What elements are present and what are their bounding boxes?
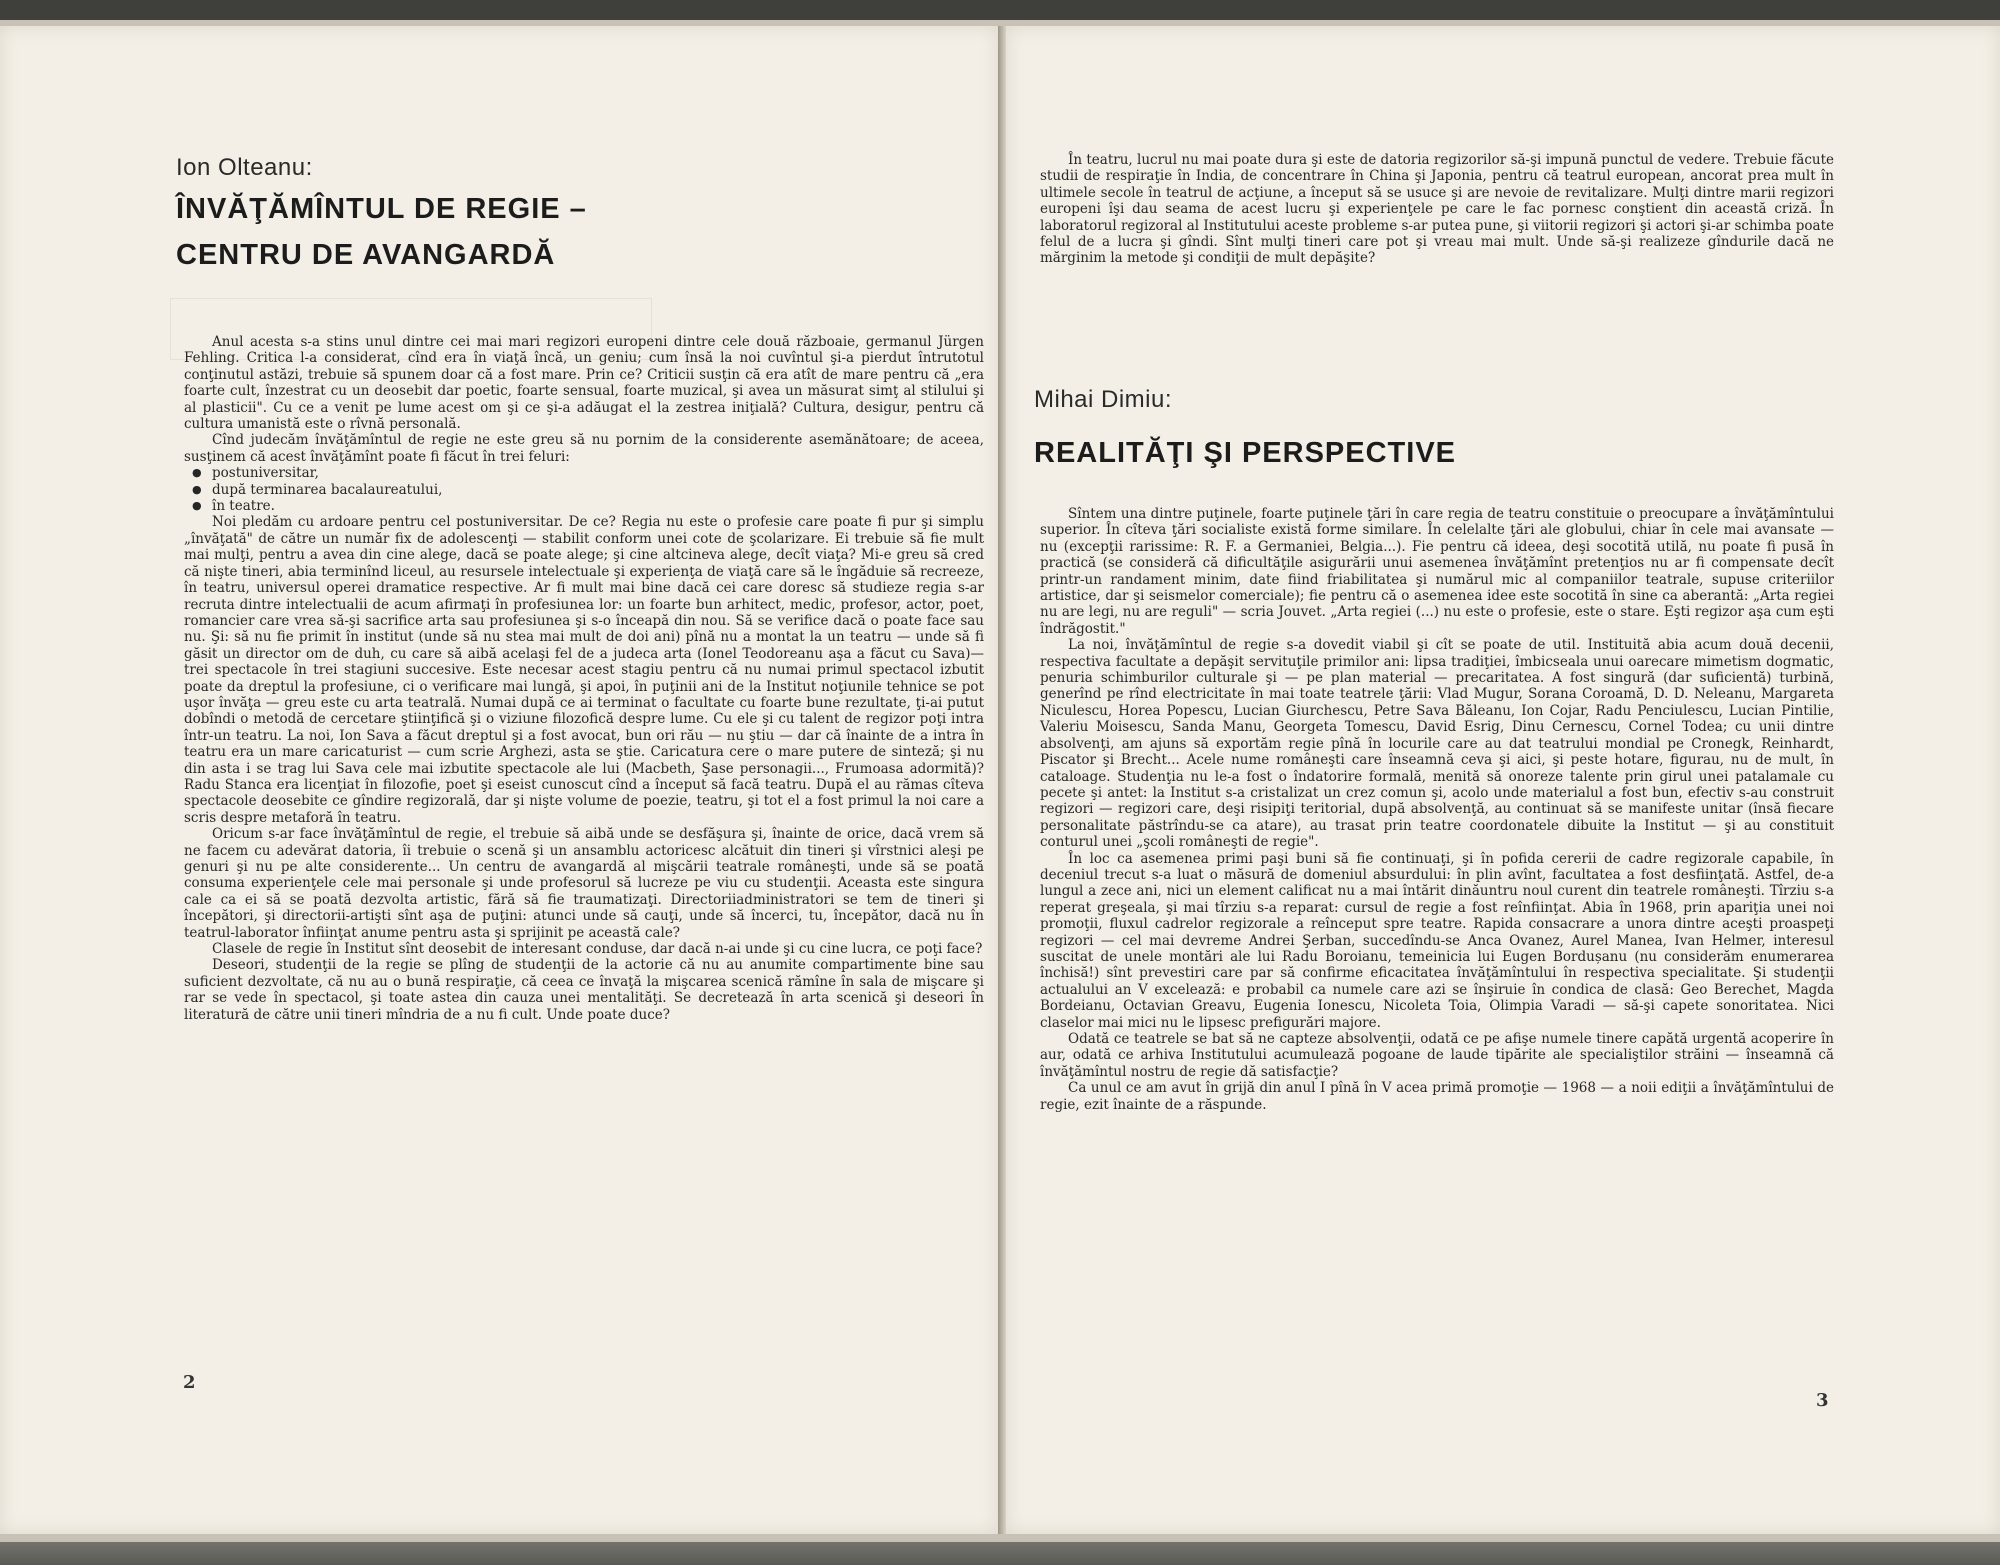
paragraph: Anul acesta s-a stins unul dintre cei mai mari regizori europeni dintre cele două războaie, germanul Jürgen Fehling. Critica l-a considerat, cînd era în viaţă încă, un geniu; cum însă la noi cuvîntul şi-a pierdut întrutotul conţinutul astăzi, trebuie să spunem doar că a fost mare. Prin ce? Criticii susţin că era atît de mare pentru că „era foarte cult, înzestrat cu un deosebit dar poetic, foarte sensual, foarte muzical, şi avea un măsurat simţ al stilului şi al plasticii". Cu ce a venit pe lume acest om şi ce şi-a adăugat el la zestrea iniţială? Cultura, desigur, pentru că cultura umanistă este o rîvnă personală.: [184, 334, 984, 433]
paragraph: Sîntem una dintre puţinele, foarte puţinele ţări în care regia de teatru constituie o preocupare a învăţămîntului superior. În cîteva ţări socialiste există forme similare. În celelalte ţări ale globului, chiar în cele mai avansate — nu (excepţii rarissime: R. F. a Germaniei, Belgia...). Fie pentru că ideea, deşi socotită utilă, nu poate fi pusă în practică (se consideră că dificultăţile asigurării unui asemenea învăţămînt pretenţios nu ar fi compensate decît printr-un randament minim, date fiind friabilitatea şi numărul mic al companiilor teatrale, supuse criteriilor artistice, dar şi seismelor comerciale); fie pentru că o asemenea idee este socotită în sine ca aberantă: „Arta regiei nu are legi, nu are reguli" — scria Jouvet. „Arta regiei (...) nu este o profesie, este o stare. Eşti regizor aşa cum eşti îndrăgostit.": [1040, 506, 1834, 637]
right-article-author: Mihai Dimiu:: [1034, 386, 1173, 413]
page-number-right: 3: [1816, 1390, 1829, 1411]
list-item: ● postuniversitar,: [184, 465, 984, 481]
page-number-left: 2: [183, 1372, 196, 1393]
paragraph: În loc ca asemenea primi paşi buni să fie continuaţi, şi în pofida cererii de cadre regizorale capabile, în deceniul trecut s-a luat o măsură de domeniul absurdului: în plin avînt, facultatea a fost desfiinţată. Astfel, de-a lungul a zece ani, nici un element calificat nu a mai întărit dinăuntru noul curent din teatrele româneşti. Tîrziu s-a reperat greşeala, şi mai tîrziu s-a reparat: cursul de regie a fost reînfiinţat. Abia în 1968, prin apariţia unei noi promoţii, fluxul cadrelor regizorale a reînceput spre teatre. Rapida consacrare a unora dintre aceşti proaspeţi regizori — cel mai devreme Andrei Şerban, succedîndu-se Anca Ovanez, Aurel Manea, Ivan Helmer, interesul suscitat de unele montări ale lui Radu Boroianu, temeinicia lui Eugen Bordușanu (nu considerăm enumerarea închisă!) sînt prevestiri care par să confirme eficacitatea învăţămîntului în respectiva specialitate. Şi studenţii actualului an V excelează: e probabil ca numele care azi se înşiruie în condica de clasă: Geo Berechet, Magda Bordeianu, Octavian Greavu, Eugenia Ionescu, Nicoleta Toia, Olimpia Varadi — să-şi capete sonoritatea. Nici claselor mai mici nu le lipsesc prefigurări majore.: [1040, 850, 1834, 1031]
paragraph: În teatru, lucrul nu mai poate dura şi este de datoria regizorilor să-şi impună punctul de vedere. Trebuie făcute studii de respiraţie în India, de concentrare în China şi Japonia, pentru că teatrul european, ancorat prea mult în ultimele secole în teatrul de acţiune, a început să se usuce şi are nevoie de revitalizare. Mulţi dintre marii regizori europeni îşi dau seama de acest lucru şi experienţele pe care le fac pornesc conştient din această criză. În laboratorul regizoral al Institutului aceste probleme s-ar putea pune, şi viitorii regizori şi actori şi-ar schimba poate felul de a lucra şi gîndi. Sînt mulţi tineri care pot şi vreau mai mult. Unde să-şi realizeze gîndurile dacă ne mărginim la metode şi condiţii de mult depăşite?: [1040, 152, 1834, 267]
bullet-list: [184, 465, 984, 514]
book-gutter: [998, 26, 1006, 1534]
right-page: [1006, 26, 2000, 1534]
left-article-body: [184, 334, 984, 1404]
paragraph: Clasele de regie în Institut sînt deosebit de interesant conduse, dar dacă n-ai unde şi cu cine lucra, ce poţi face?: [212, 941, 983, 958]
left-article-author: Ion Olteanu:: [176, 154, 313, 181]
left-article-title: [176, 186, 936, 278]
right-article-title: REALITĂŢI ŞI PERSPECTIVE: [1034, 437, 1456, 469]
left-title-line-2: CENTRU DE AVANGARDĂ: [176, 239, 556, 271]
right-article-body: [1040, 506, 1834, 1406]
left-title-line-1: ÎNVĂŢĂMÎNTUL DE REGIE –: [176, 193, 587, 225]
left-page: [0, 26, 999, 1534]
paragraph: Cînd judecăm învăţămîntul de regie ne este greu să nu pornim de la considerente asemănătoare; de aceea, susţinem că acest învăţămînt poate fi făcut în trei feluri:: [184, 432, 984, 465]
paragraph: Odată ce teatrele se bat să ne capteze absolvenţii, odată ce pe afişe numele tinere capătă urgentă acoperire în aur, odată ce arhiva Institutului acumulează pogoane de laude tipărite ale specialiştilor străini — înseamnă că învăţămîntul nostru de regie dă satisfacţie?: [1040, 1031, 1834, 1080]
right-article-intro: [1040, 152, 1834, 267]
paragraph: Oricum s-ar face învăţămîntul de regie, el trebuie să aibă unde se desfăşura şi, înainte de orice, dacă vrem să ne facem cu adevărat datoria, îi trebuie o scenă şi un ansamblu actoricesc alcătuit din tineri şi vîrstnici aleşi pe genuri şi nu pe alte considerente... Un centru de avangardă al mişcării teatrale româneşti, unde să se poată consuma experienţele cele mai personale şi unde profesorul să lucreze pe viu cu studenţii. Aceasta este singura cale ca ei să se poată dezvolta artistic, fără să fie traumatizaţi. Directoriiadministratori se tem de tineri şi începători, şi directorii-artişti sînt aşa de puţini: atunci unde să cauţi, unde să încerci, tu, începător, dacă nu în teatrul-laborator înfiinţat anume pentru asta şi sprijinit pe această cale?: [184, 826, 984, 941]
paragraph: Deseori, studenţii de la regie se plîng de studenţii de la actorie că nu au anumite compartimente bine sau suficient dezvoltate, că nu au o bună respiraţie, că ceea ce învaţă la mişcarea scenică rămîne în sala de mişcare şi rar se vede în spectacol, şi toate astea din cauza unei mentalităţi. Se decretează în arta scenică şi deseori în literatură de către unii tineri mîndria de a nu fi cult. Unde poate duce?: [184, 957, 984, 1023]
paragraph: Noi pledăm cu ardoare pentru cel postuniversitar. De ce? Regia nu este o profesie care poate fi pur şi simplu „învăţată" de către un număr fix de adolescenţi — stabilit conform unei cote de şcolarizare. Ei trebuie să fie mult mai mulţi, pentru a avea din cine alege, dacă se poate alege; şi cine altcineva alege, decît viaţa? Mi-e greu să cred că nişte tineri, abia terminînd liceul, au resursele intelectuale şi experienţa de viaţă care să le îngăduie să recreeze, în teatru, universul operei dramatice respective. Ar fi mult mai bine dacă cei care doresc să studieze regia s-ar recruta dintre intelectualii de acum afirmaţi în profesiunea lor: un foarte bun arhitect, medic, profesor, actor, poet, romancier care vrea să-şi sacrifice arta sau profesiunea şi s-o înceapă din nou. Să se verifice dacă o poate face sau nu. Şi: să nu fie primit în institut (unde să nu stea mai mult de doi ani) pînă nu a montat la un teatru — unde să fi găsit un director om de duh, cu care să aibă acelaşi fel de a judeca arta (Ionel Teodoreanu aşa a făcut cu Sava)— trei spectacole în trei stagiuni succesive. Este necesar acest stagiu pentru că nu numai primul spectacol izbutit poate da dreptul la profesiune, ci o verificare mai lungă, şi apoi, în puţinii ani de la Institut noţiunile tehnice se pot uşor învăţa — greu este cu arta teatrală. Numai după ce ai terminat o facultate cu foarte bune rezultate, ţi-ai putut dobîndi o metodă de cercetare ştiinţifică şi o viziune filozofică despre lume. Cu ele şi cu talent de regizor poţi intra într-un teatru. La noi, Ion Sava a făcut dreptul şi a fost avocat, bun ori rău — nu ştiu — dar că înainte de a intra în teatru era un mare caricaturist — cum scrie Arghezi, asta se ştie. Caricatura cere o mare putere de sinteză; şi nu din asta i se trag lui Sava cele mai izbutite spectacole ale lui (Macbeth, Şase personagii..., Frumoasa adormită)? Radu Stanca era licenţiat în filozofie, poet şi eseist cunoscut cînd a început să facă teatru. După el au rămas cîteva spectacole deosebite ce gîndire regizorală, dar şi nişte volume de poezie, teatru, şi tot el a fost primul la noi care a scris despre metaforă în teatru.: [184, 514, 984, 826]
list-item: ● în teatre.: [184, 498, 984, 514]
list-item: ● după terminarea bacalaureatului,: [184, 482, 984, 498]
paragraph: Ca unul ce am avut în grijă din anul I pînă în V acea primă promoţie — 1968 — a noii ediţii a învăţămîntului de regie, ezit înainte de a răspunde.: [1040, 1080, 1834, 1113]
paragraph: La noi, învăţămîntul de regie s-a dovedit viabil şi cît se poate de util. Instituită abia acum două decenii, respectiva facultate a depăşit servituţile primilor ani: lipsa tradiţiei, îmbicseala unui oarecare mimetism dogmatic, penuria schimburilor culturale şi — pe plan material — precaritatea. A fost singură (dar suficientă) turbină, generînd pe rînd electricitate în mai toate teatrele ţării: Vlad Mugur, Sorana Coroamă, D. D. Neleanu, Margareta Niculescu, Horea Popescu, Lucian Giurchescu, Petre Sava Băleanu, Ion Cojar, Radu Penciulescu, Lucian Pintilie, Valeriu Moisescu, Sanda Manu, Georgeta Tomescu, David Esrig, Dinu Cernescu, Cornel Todea; cu unii dintre absolvenţi, am ajuns să exportăm regie pînă în locurile care au dat teatrului mondial pe Cronegk, Reinhardt, Piscator şi Brecht... Acele nume româneşti care înseamnă ceva şi aici, şi peste hotare, figurau, nu de mult, în cataloage. Studenţia nu le-a fost o îndatorire formală, menită să onoreze talente prin girul unei patalamale cu pecete şi antet: la Institut s-a cristalizat un crez comun şi, acolo unde materialul a fost bun, efectiv s-au construit regizori — regizori care, deşi risipiţi teritorial, după absolvenţă, au continuat să se manifeste unitar (însă fiecare personalitate păstrîndu-se ca atare), au trasat prin teatre coordonatele dibuite la Institut — şi au constituit conturul unei „şcoli româneşti de regie".: [1040, 637, 1834, 851]
